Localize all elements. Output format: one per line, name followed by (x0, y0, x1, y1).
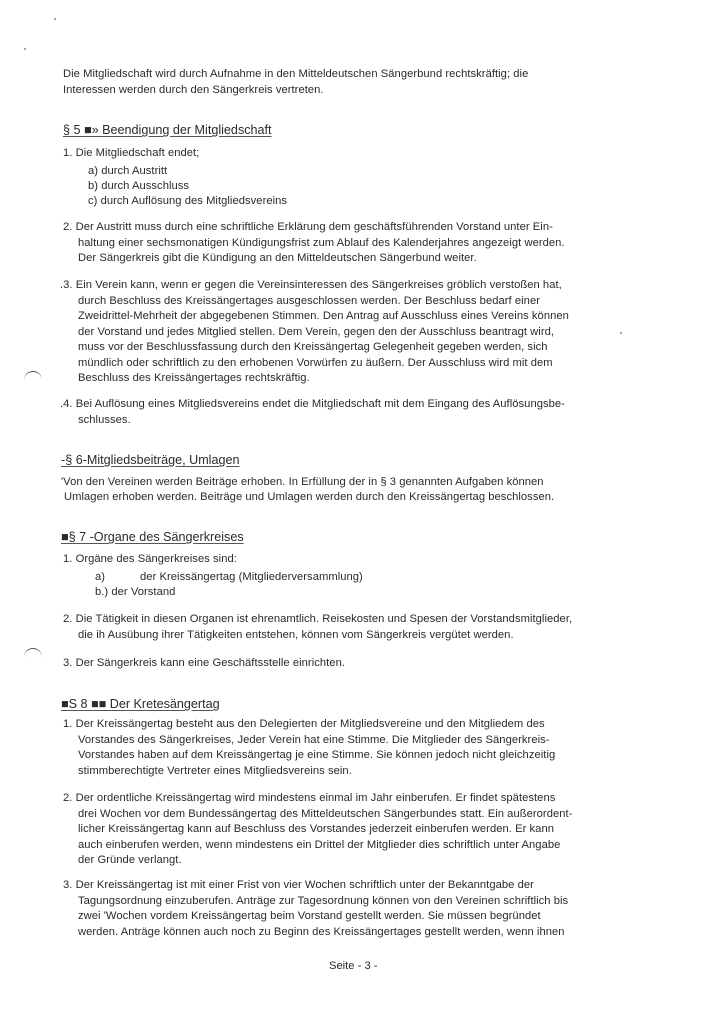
paragraph-line: Zweidrittel-Mehrheit der abgegebenen Stimmen. Den Antrag auf Ausschluss eines Vereins können (78, 310, 569, 322)
page-number: Seite - 3 - (329, 960, 378, 972)
paragraph-line: 1. Orgäne des Sängerkreises sind: (63, 553, 237, 565)
punch-hole-mark (24, 648, 42, 659)
list-item-marker: a) (95, 571, 106, 583)
scan-speck (620, 332, 622, 334)
paragraph-line: der Vorstand und jedes Mitglied stellen. Dem Verein, gegen den der Ausschluss beantragt wird, (78, 326, 555, 338)
paragraph-line: mündlich oder schriftlich zu den erhobenen Vorwürfen zu äußern. Der Ausschluss wird mit dem (78, 357, 553, 369)
list-item: c) durch Auflösung des Mitgliedsvereins (88, 195, 288, 207)
paragraph-line: muss vor der Beschlussfassung durch den Kreissängertag Gelegenheit gegeben werden, sich (78, 341, 548, 353)
paragraph-line: .4. Bei Auflösung eines Mitgliedsvereins endet die Mitgliedschaft mit dem Eingang des Auflösungsbe- (60, 398, 565, 410)
scan-speck (54, 18, 56, 20)
paragraph-line: .3. Ein Verein kann, wenn er gegen die Vereinsinteressen des Sängerkreises gröblich verstoßen hat, (60, 279, 562, 291)
paragraph-line: 2. Der Austritt muss durch eine schriftliche Erklärung dem geschäftsführenden Vorstand unter Ein- (63, 221, 553, 233)
paragraph-line: 2. Die Tätigkeit in diesen Organen ist ehrenamtlich. Reisekosten und Spesen der Vorstandsmitglieder, (63, 613, 573, 625)
paragraph-line: Der Sängerkreis gibt die Kündigung an den Mitteldeutschen Sängerbund weiter. (78, 252, 477, 264)
list-item: der Kreissängertag (Mitgliederversammlung) (140, 571, 363, 583)
paragraph-line: Umlagen erhoben werden. Beiträge und Umlagen werden durch den Kreissängertag beschlossen. (64, 491, 555, 503)
intro-line: Interessen werden durch den Sängerkreis vertreten. (63, 84, 324, 96)
paragraph-line: durch Beschluss des Kreissängertages ausgeschlossen werden. Der Beschluss bedarf einer (78, 295, 540, 307)
scan-speck (24, 48, 26, 50)
paragraph-line: haltung einer sechsmonatigen Kündigungsfrist zum Ablauf des Kalenderjahres angezeigt werden. (78, 237, 565, 249)
paragraph-line: zwei 'Wochen vordem Kreissängertag beim Vorstand gestellt werden. Sie müssen begründet (78, 910, 541, 922)
section-heading-5: § 5 ■» Beendigung der Mitgliedschaft (63, 123, 272, 137)
paragraph-line: 1. Der Kreissängertag besteht aus den Delegierten der Mitgliedsvereine und den Mitgliedem des (63, 718, 545, 730)
section-heading-8: ■S 8 ■■ Der Kretesängertag (61, 697, 220, 711)
section-heading-6: -§ 6-Mitgliedsbeiträge, Umlagen (61, 453, 240, 467)
paragraph-line: 3. Der Sängerkreis kann eine Geschäftsstelle einrichten. (63, 657, 346, 669)
list-item: a) durch Austritt (88, 165, 168, 177)
list-item: b) durch Ausschluss (88, 180, 190, 192)
paragraph-line: licher Kreissängertag kann auf Beschluss des Vorstandes jederzeit einberufen werden. Er kann (78, 823, 554, 835)
paragraph-line: 'Von den Vereinen werden Beiträge erhoben. In Erfüllung der in § 3 genannten Aufgaben können (61, 476, 544, 488)
paragraph-line: der Gründe verlangt. (78, 854, 182, 866)
list-item: b.) der Vorstand (95, 586, 176, 598)
punch-hole-mark (24, 371, 42, 382)
paragraph-line: Vorstandes haben auf dem Kreissängertag je eine Stimme. Sie können jedoch nicht gleichzeitig (78, 749, 556, 761)
paragraph-line: drei Wochen vor dem Bundessängertag des Mitteldeutschen Sängerbundes statt. Ein außerordent- (78, 808, 573, 820)
paragraph-line: 1. Die Mitgliedschaft endet; (63, 147, 200, 159)
paragraph-line: Tagungsordnung einzuberufen. Anträge zur Tagesordnung können von den Vereinen schriftlich bis (78, 895, 569, 907)
paragraph-line: auch einberufen werden, wenn mindestens ein Drittel der Mitglieder dies schriftlich unter Angabe (78, 839, 561, 851)
paragraph-line: schlusses. (78, 414, 131, 426)
paragraph-line: Beschluss des Kreissängertages rechtskräftig. (78, 372, 310, 384)
paragraph-line: stimmberechtigte Vertreter eines Mitgliedsvereins sein. (78, 765, 352, 777)
paragraph-line: werden. Anträge können auch noch zu Beginn des Kreissängertages gestellt werden, wenn ihnen (78, 926, 565, 938)
intro-line: Die Mitgliedschaft wird durch Aufnahme in den Mitteldeutschen Sängerbund rechtskräftig; die (63, 68, 529, 80)
section-heading-7: ■§ 7 -Organe des Sängerkreises (61, 530, 244, 544)
paragraph-line: Vorstandes des Sängerkreises, Jeder Verein hat eine Stimme. Die Mitglieder des Sängerkreis- (78, 734, 550, 746)
paragraph-line: 2. Der ordentliche Kreissängertag wird mindestens einmal im Jahr einberufen. Er findet spätestens (63, 792, 556, 804)
paragraph-line: 3. Der Kreissängertag ist mit einer Frist von vier Wochen schriftlich unter der Bekanntgabe der (63, 879, 534, 891)
paragraph-line: die ih Ausübung ihrer Tätigkeiten entstehen, können vom Sängerkreis vergütet werden. (78, 629, 514, 641)
